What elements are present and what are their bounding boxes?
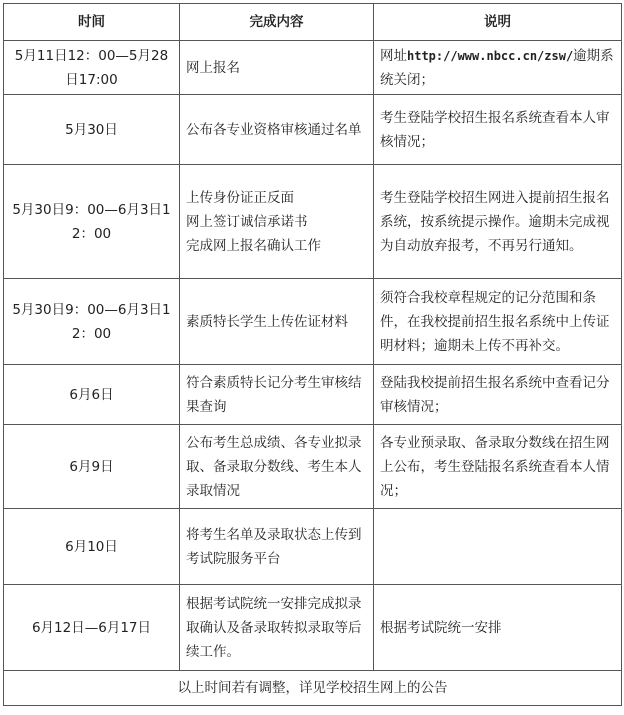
row-content: 符合素质特长记分考生审核结果查询 [180,365,374,425]
row-content: 网上报名 [180,41,374,95]
row-content: 根据考试院统一安排完成拟录取确认及备录取转拟录取等后续工作。 [180,585,374,671]
header-content: 完成内容 [180,4,374,41]
content-line: 网上签订诚信承诺书 [186,213,308,230]
note-text: 逾期系统关闭； [380,47,614,88]
table-row [4,41,622,95]
table-row [4,279,622,365]
footer-notice: 以上时间若有调整，详见学校招生网上的公告 [4,671,622,706]
registration-url: http://www.nbcc.cn/zsw/ [407,48,574,63]
header-time: 时间 [4,4,180,41]
table-footer-row [4,671,622,706]
table-row [4,509,622,585]
row-time: 5月11日12：00—5月28日17:00 [4,41,180,95]
row-time: 6月12日—6月17日 [4,585,180,671]
row-note: 考生登陆学校招生报名系统查看本人审核情况； [374,95,622,165]
table-row [4,585,622,671]
table-row [4,165,622,279]
row-note [374,509,622,585]
header-note: 说明 [374,4,622,41]
row-note: 须符合我校章程规定的记分范围和条件，在我校提前招生报名系统中上传证明材料；逾期未上传不再补交。 [374,279,622,365]
admission-schedule-table [3,3,622,706]
row-content [180,165,374,279]
row-time: 6月10日 [4,509,180,585]
note-text: 网址 [380,47,407,64]
row-note: 各专业预录取、备录取分数线在招生网上公布，考生登陆报名系统查看本人情况； [374,425,622,509]
row-note: 登陆我校提前招生报名系统中查看记分审核情况； [374,365,622,425]
table-row [4,425,622,509]
row-note: 考生登陆学校招生网进入提前招生报名系统，按系统提示操作。逾期未完成视为自动放弃报考，不再另行通知。 [374,165,622,279]
table-row [4,95,622,165]
table-header-row [4,4,622,41]
row-time: 5月30日 [4,95,180,165]
row-content: 公布考生总成绩、各专业拟录取、备录取分数线、考生本人录取情况 [180,425,374,509]
row-note: 根据考试院统一安排 [374,585,622,671]
row-time: 5月30日9：00—6月3日12：00 [4,165,180,279]
row-time: 5月30日9：00—6月3日12：00 [4,279,180,365]
row-note [374,41,622,95]
row-content: 将考生名单及录取状态上传到考试院服务平台 [180,509,374,585]
table-row [4,365,622,425]
content-line: 完成网上报名确认工作 [186,237,321,254]
row-time: 6月9日 [4,425,180,509]
row-content: 公布各专业资格审核通过名单 [180,95,374,165]
row-time: 6月6日 [4,365,180,425]
content-line: 上传身份证正反面 [186,189,294,206]
row-content: 素质特长学生上传佐证材料 [180,279,374,365]
